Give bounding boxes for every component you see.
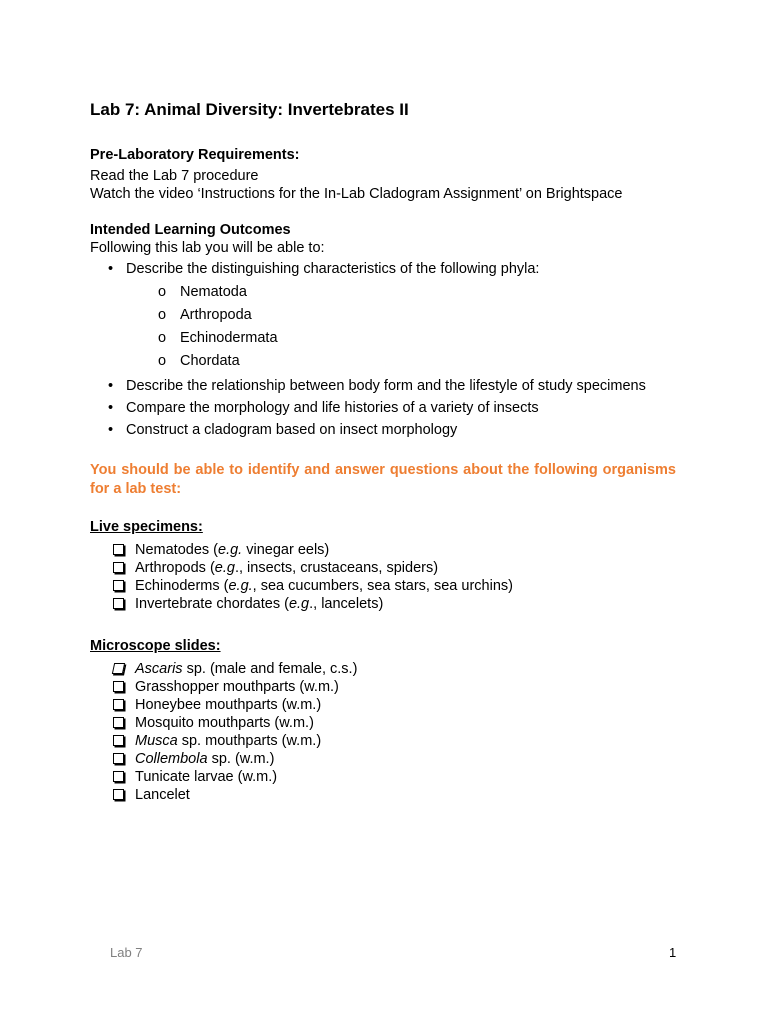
- item-text-pre: Tunicate larvae (w.m.): [135, 769, 278, 785]
- list-item: [108, 375, 646, 397]
- item-text-italic: e.g: [288, 596, 310, 612]
- prelab-line: Read the Lab 7 procedure: [90, 168, 259, 184]
- bullet-text: Describe the relationship between body form and the lifestyle of study specimens: [126, 378, 646, 394]
- item-text-pre: Honeybee mouthparts (w.m.): [135, 697, 322, 713]
- prelab-heading: Pre-Laboratory Requirements:: [90, 147, 300, 163]
- phylum-name: Chordata: [180, 353, 240, 369]
- list-item: [108, 397, 646, 419]
- live-specimens-list: [113, 541, 513, 613]
- page-title: Lab 7: Animal Diversity: Invertebrates II: [90, 100, 409, 119]
- checklist-item: [113, 660, 357, 678]
- checklist-item: [113, 750, 357, 768]
- item-text-pre: Nematodes (: [135, 542, 219, 558]
- checklist-item: [113, 577, 513, 595]
- sub-bullet-icon: o: [158, 353, 167, 369]
- checkbox-icon: [113, 580, 124, 591]
- checkbox-icon: [113, 753, 124, 764]
- item-text-post: ., lancelets): [309, 596, 384, 612]
- item-text-italic: e.g.: [218, 542, 243, 558]
- item-text-italic: Ascaris: [135, 661, 183, 677]
- checkbox-icon: [113, 789, 124, 800]
- checklist-item: [113, 714, 357, 732]
- outcomes-intro: Following this lab you will be able to:: [90, 240, 325, 256]
- checkbox-icon: [113, 562, 124, 573]
- checklist-item: [113, 768, 357, 786]
- item-text-post: vinegar eels): [242, 542, 330, 558]
- item-text-pre: Grasshopper mouthparts (w.m.): [135, 679, 339, 695]
- item-text-post: ., insects, crustaceans, spiders): [234, 560, 439, 576]
- phyla-list: [158, 283, 278, 375]
- list-item: [108, 419, 646, 441]
- list-item: [158, 283, 278, 306]
- bullet-icon: •: [108, 378, 114, 394]
- checkbox-icon: [112, 663, 125, 674]
- live-specimens-heading: Live specimens:: [90, 519, 203, 535]
- outcomes-section: [90, 221, 325, 257]
- prelab-line: Watch the video ‘Instructions for the In-Lab Cladogram Assignment’ on Brightspace: [90, 186, 623, 202]
- microscope-slides-heading: Microscope slides:: [90, 638, 221, 654]
- checkbox-icon: [113, 771, 124, 782]
- list-item: [158, 329, 278, 352]
- item-text-pre: Invertebrate chordates (: [135, 596, 289, 612]
- bullet-text: Describe the distinguishing characteristics of the following phyla:: [126, 261, 540, 277]
- item-text-post: sp. mouthparts (w.m.): [177, 733, 322, 749]
- checklist-item: [113, 595, 513, 613]
- checkbox-icon: [113, 598, 124, 609]
- item-text-pre: Mosquito mouthparts (w.m.): [135, 715, 314, 731]
- sub-bullet-icon: o: [158, 307, 167, 323]
- bullet-icon: •: [108, 261, 114, 277]
- list-item: [158, 352, 278, 375]
- item-text-italic: e.g: [214, 560, 235, 576]
- outcomes-bullet-list: [108, 375, 646, 441]
- phylum-name: Nematoda: [180, 284, 247, 300]
- microscope-slides-list: [113, 660, 357, 804]
- sub-bullet-icon: o: [158, 284, 167, 300]
- test-notice: You should be able to identify and answer questions about the following organisms for a lab test:: [90, 462, 676, 497]
- item-text-italic: Musca: [135, 733, 178, 749]
- bullet-text: Compare the morphology and life histories of a variety of insects: [126, 400, 539, 416]
- checkbox-icon: [113, 681, 124, 692]
- checkbox-icon: [113, 735, 124, 746]
- checklist-item: [113, 559, 513, 577]
- item-text-post: , sea cucumbers, sea stars, sea urchins): [252, 578, 513, 594]
- checklist-item: [113, 678, 357, 696]
- prelab-section: [90, 146, 622, 203]
- checkbox-icon: [113, 717, 124, 728]
- bullet-icon: •: [108, 400, 114, 416]
- bullet-icon: •: [108, 422, 114, 438]
- list-item: [158, 306, 278, 329]
- item-text-italic: Collembola: [135, 751, 208, 767]
- checkbox-icon: [113, 699, 124, 710]
- bullet-text: Construct a cladogram based on insect morphology: [126, 422, 458, 438]
- item-text-post: sp. (male and female, c.s.): [182, 661, 358, 677]
- phylum-name: Arthropoda: [180, 307, 252, 323]
- item-text-post: sp. (w.m.): [207, 751, 275, 767]
- outcomes-heading: Intended Learning Outcomes: [90, 222, 291, 238]
- checkbox-icon: [113, 544, 124, 555]
- checklist-item: [113, 696, 357, 714]
- footer-lab-label: Lab 7: [110, 945, 143, 960]
- item-text-pre: Lancelet: [135, 787, 190, 803]
- list-item: [108, 261, 539, 277]
- checklist-item: [113, 541, 513, 559]
- sub-bullet-icon: o: [158, 330, 167, 346]
- phylum-name: Echinodermata: [180, 330, 278, 346]
- checklist-item: [113, 732, 357, 750]
- item-text-pre: Echinoderms (: [135, 578, 229, 594]
- checklist-item: [113, 786, 357, 804]
- item-text-pre: Arthropods (: [135, 560, 215, 576]
- item-text-italic: e.g.: [228, 578, 253, 594]
- outcomes-first-bullet-list: [108, 261, 539, 277]
- page-number: 1: [669, 945, 677, 960]
